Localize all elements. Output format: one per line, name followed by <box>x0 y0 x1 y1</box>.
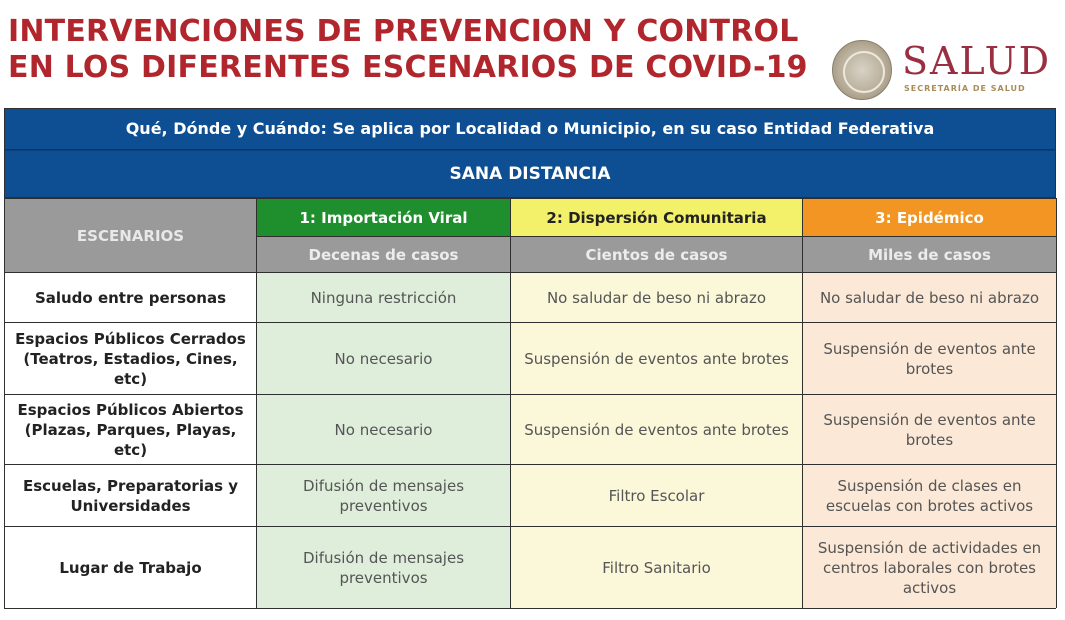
table-cell: Suspensión de eventos ante brotes <box>511 322 803 394</box>
table-cell: No necesario <box>257 322 511 394</box>
table-cell: Filtro Escolar <box>511 464 803 526</box>
salud-logo <box>832 40 1052 102</box>
table-cell: Suspensión de eventos ante brotes <box>803 322 1057 394</box>
table-cell: No saludar de beso ni abrazo <box>511 272 803 322</box>
row-label-espacios-abiertos: Espacios Públicos Abiertos (Plazas, Parques, Playas, etc) <box>5 394 257 464</box>
row-label-espacios-cerrados: Espacios Públicos Cerrados (Teatros, Estadios, Cines, etc) <box>5 322 257 394</box>
table-banner-section: SANA DISTANCIA <box>4 150 1056 198</box>
phase-3-subheader: Miles de casos <box>803 236 1057 272</box>
title-line-1: INTERVENCIONES DE PREVENCION Y CONTROL <box>8 14 799 49</box>
table-cell: Ninguna restricción <box>257 272 511 322</box>
row-label-trabajo: Lugar de Trabajo <box>5 526 257 608</box>
phase-1-header: 1: Importación Viral <box>257 198 511 236</box>
row-label-escuelas: Escuelas, Preparatorias y Universidades <box>5 464 257 526</box>
table-cell: Suspensión de eventos ante brotes <box>803 394 1057 464</box>
table-grid <box>4 198 1056 609</box>
table-cell: Difusión de mensajes preventivos <box>257 464 511 526</box>
table-cell: Suspensión de eventos ante brotes <box>511 394 803 464</box>
row-label-saludo: Saludo entre personas <box>5 272 257 322</box>
scenarios-header: ESCENARIOS <box>5 198 257 272</box>
interventions-table <box>4 108 1056 609</box>
table-cell: Filtro Sanitario <box>511 526 803 608</box>
phase-1-subheader: Decenas de casos <box>257 236 511 272</box>
table-cell: Suspensión de clases en escuelas con brotes activos <box>803 464 1057 526</box>
page-title <box>8 14 808 86</box>
table-cell: Suspensión de actividades en centros laborales con brotes activos <box>803 526 1057 608</box>
phase-2-subheader: Cientos de casos <box>511 236 803 272</box>
phase-3-header: 3: Epidémico <box>803 198 1057 236</box>
table-cell: No saludar de beso ni abrazo <box>803 272 1057 322</box>
table-banner-scope: Qué, Dónde y Cuándo: Se aplica por Localidad o Municipio, en su caso Entidad Federativa <box>4 108 1056 150</box>
title-line-2: EN LOS DIFERENTES ESCENARIOS DE COVID-19 <box>8 50 808 85</box>
table-cell: No necesario <box>257 394 511 464</box>
logo-name: SALUD <box>902 39 1052 83</box>
national-seal-icon <box>832 40 892 100</box>
table-cell: Difusión de mensajes preventivos <box>257 526 511 608</box>
logo-subtitle: SECRETARÍA DE SALUD <box>904 84 1026 93</box>
phase-2-header: 2: Dispersión Comunitaria <box>511 198 803 236</box>
